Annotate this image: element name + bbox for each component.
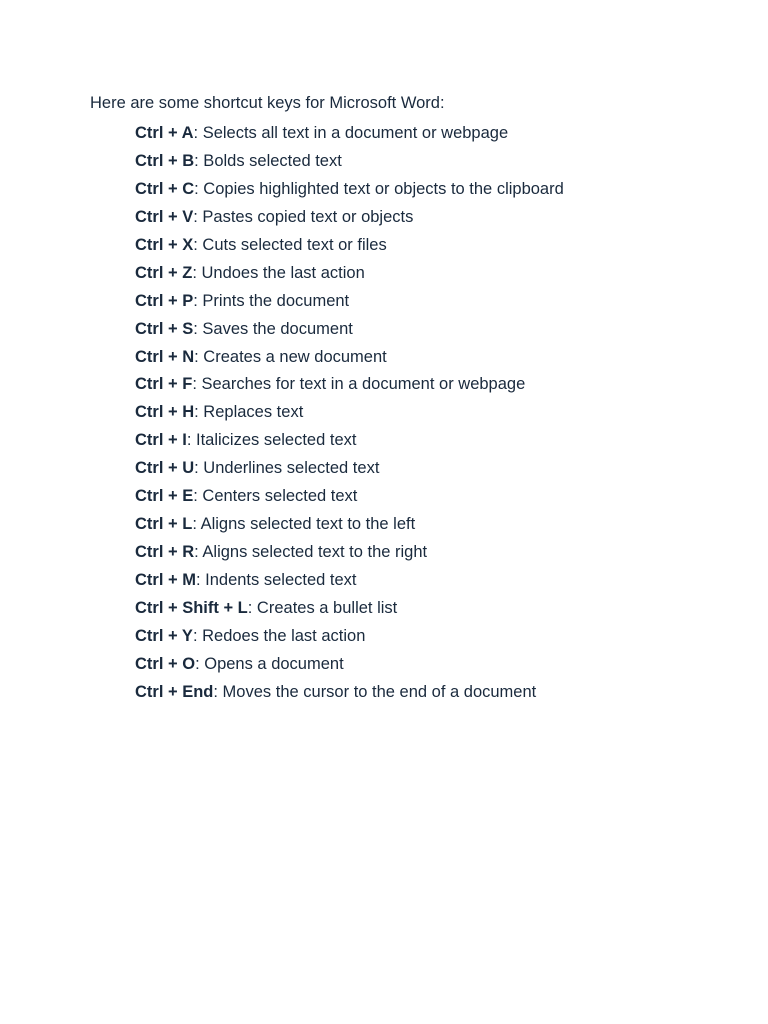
shortcut-key: Ctrl + A (135, 124, 194, 142)
shortcut-key: Ctrl + S (135, 319, 194, 338)
item-text (135, 120, 508, 148)
shortcut-key: Ctrl + H (135, 403, 195, 422)
shortcut-description: : Copies highlighted text or objects to the clipboard (194, 179, 564, 198)
shortcut-key: Ctrl + C (135, 179, 195, 198)
item-text (135, 288, 349, 316)
item-text (135, 483, 357, 511)
shortcut-key: Ctrl + V (135, 207, 194, 226)
item-text (135, 651, 344, 679)
shortcut-description: : Aligns selected text to the right (194, 543, 428, 562)
item-text (135, 427, 356, 455)
shortcut-description: : Saves the document (193, 319, 353, 338)
shortcut-key: Ctrl + E (135, 487, 194, 506)
shortcut-key: Ctrl + Z (135, 263, 193, 282)
shortcut-key: Ctrl + N (135, 347, 195, 366)
item-text (135, 260, 365, 288)
shortcut-description: : Aligns selected text to the left (192, 515, 416, 534)
shortcut-description: : Redoes the last action (192, 626, 366, 645)
shortcut-key: Ctrl + F (135, 375, 193, 394)
item-text (135, 316, 353, 344)
item-text (135, 567, 356, 595)
item-text (135, 176, 564, 204)
shortcut-description: : Bolds selected text (194, 151, 342, 170)
item-text (135, 204, 413, 232)
shortcut-description: : Replaces text (194, 403, 304, 422)
item-text (135, 455, 379, 483)
item-text (135, 344, 387, 372)
shortcut-key: Ctrl + I (135, 431, 187, 450)
shortcut-key: Ctrl + P (135, 291, 194, 310)
item-text (135, 399, 303, 427)
item-text (135, 511, 415, 539)
shortcut-key: Ctrl + Shift + L (135, 598, 248, 617)
shortcut-description: : Pastes copied text or objects (193, 207, 414, 226)
shortcut-description: : Indents selected text (195, 571, 357, 589)
shortcut-key: Ctrl + Y (135, 626, 193, 645)
item-text (135, 539, 427, 567)
shortcut-description: : Undoes the last action (192, 263, 365, 282)
item-text (135, 148, 342, 176)
shortcut-key: Ctrl + B (135, 151, 195, 170)
item-text (135, 371, 525, 399)
shortcut-description: : Italicizes selected text (186, 431, 357, 450)
shortcut-description: : Underlines selected text (194, 459, 380, 478)
shortcut-key: Ctrl + U (135, 459, 195, 478)
shortcut-description: : Creates a new document (194, 347, 387, 366)
shortcut-description: : Centers selected text (193, 487, 358, 506)
shortcut-key: Ctrl + End (135, 682, 214, 701)
shortcut-key: Ctrl + M (135, 571, 196, 589)
shortcut-description: : Searches for text in a document or webpage (192, 375, 526, 394)
shortcut-description: : Prints the document (193, 291, 350, 310)
shortcut-description: : Opens a document (195, 654, 344, 673)
shortcut-key: Ctrl + L (135, 515, 193, 534)
shortcut-key: Ctrl + R (135, 543, 195, 562)
shortcut-description: : Moves the cursor to the end of a document (213, 682, 537, 701)
shortcut-key: Ctrl + X (135, 235, 194, 254)
item-text (135, 623, 365, 651)
shortcut-description: : Cuts selected text or files (193, 235, 387, 254)
item-text (135, 679, 536, 707)
shortcut-description: : Selects all text in a document or webpage (193, 124, 509, 142)
shortcut-key: Ctrl + O (135, 654, 196, 673)
item-text (135, 232, 387, 260)
intro-text: Here are some shortcut keys for Microsoft Word: (90, 94, 445, 112)
item-text (135, 595, 397, 623)
shortcut-description: : Creates a bullet list (247, 598, 398, 617)
